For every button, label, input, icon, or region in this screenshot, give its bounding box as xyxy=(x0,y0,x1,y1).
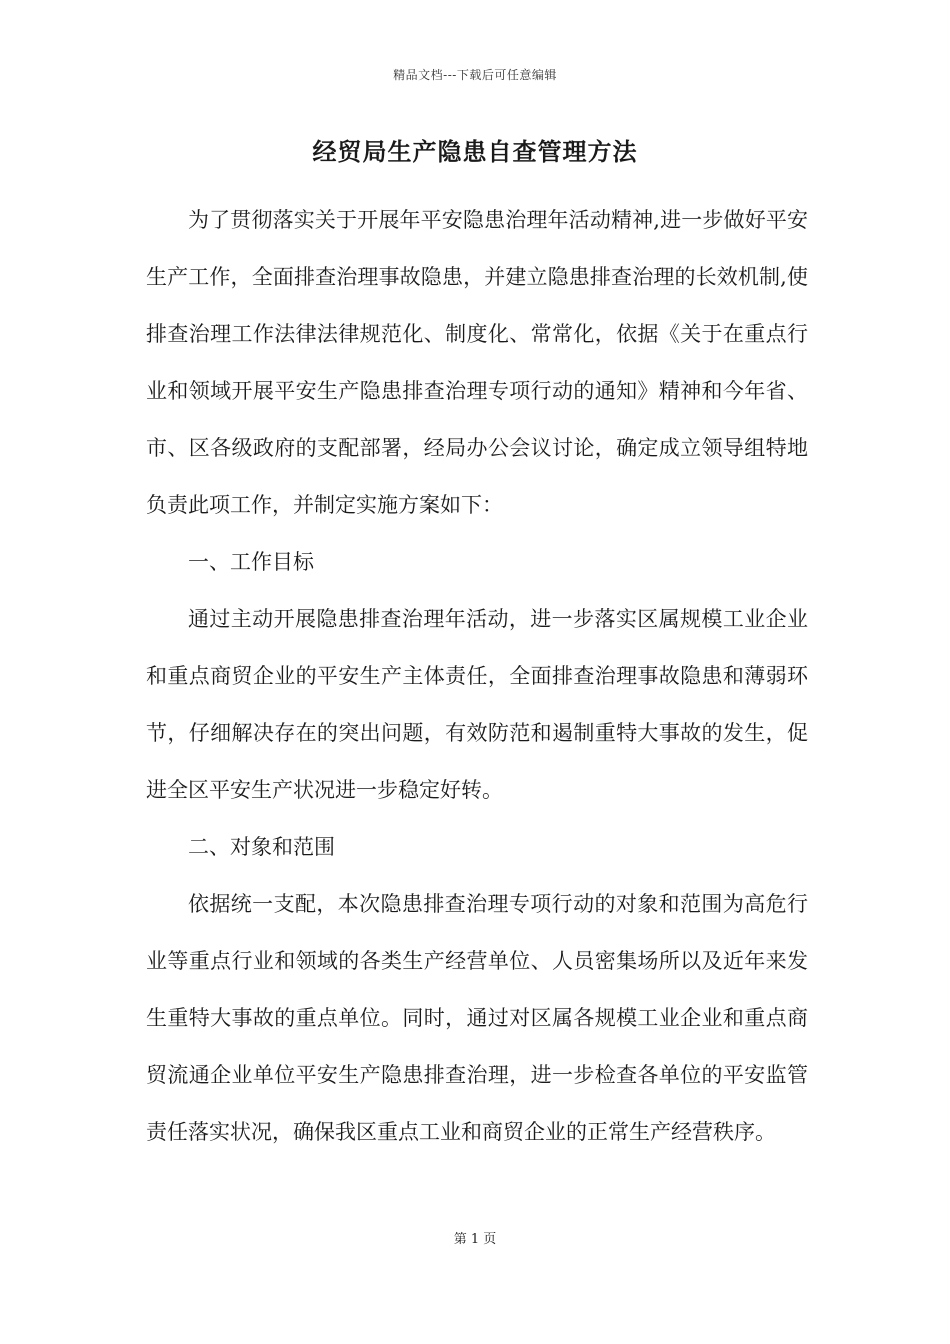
document-body xyxy=(146,192,808,1161)
paragraph-intro: 为了贯彻落实关于开展年平安隐患治理年活动精神,进一步做好平安生产工作，全面排查治理事故隐患，并建立隐患排查治理的长效机制,使排查治理工作法律法律规范化、制度化、常常化，依据《关于在重点行业和领域开展平安生产隐患排查治理专项行动的通知》精神和今年省、市、区各级政府的支配部署，经局办公会议讨论，确定成立领导组特地负责此项工作，并制定实施方案如下： xyxy=(146,208,808,517)
section-heading-goals: 一、工作目标 xyxy=(188,550,314,574)
document-title: 经贸局生产隐患自查管理方法 xyxy=(312,137,638,166)
page-header: 精品文档---下载后可任意编辑 xyxy=(393,68,557,82)
section-heading-scope: 二、对象和范围 xyxy=(188,835,335,859)
paragraph-scope: 依据统一支配，本次隐患排查治理专项行动的对象和范围为高危行业等重点行业和领域的各类生产经营单位、人员密集场所以及近年来发生重特大事故的重点单位。同时，通过对区属各规模工业企业和重点商贸流通企业单位平安生产隐患排查治理，进一步检查各单位的平安监管责任落实状况，确保我区重点工业和商贸企业的正常生产经营秩序。 xyxy=(146,892,808,1144)
paragraph-goals: 通过主动开展隐患排查治理年活动，进一步落实区属规模工业企业和重点商贸企业的平安生产主体责任，全面排查治理事故隐患和薄弱环节，仔细解决存在的突出问题，有效防范和遏制重特大事故的发生，促进全区平安生产状况进一步稳定好转。 xyxy=(146,607,808,802)
page-number: 第 1 页 xyxy=(453,1232,497,1247)
